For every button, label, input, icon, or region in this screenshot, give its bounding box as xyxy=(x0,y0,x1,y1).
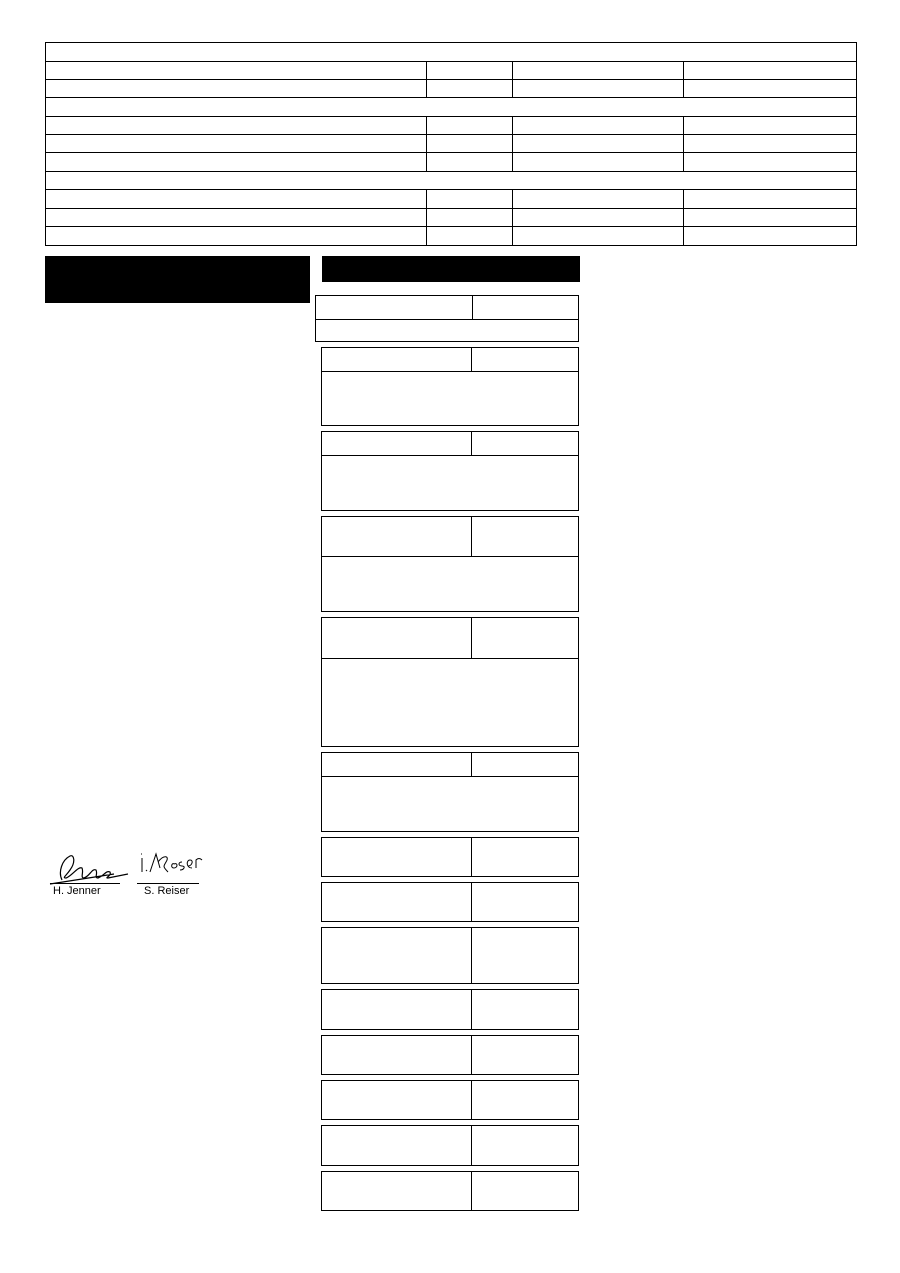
signature-line-reiser xyxy=(137,883,199,884)
table-cell xyxy=(427,209,513,227)
info-box xyxy=(321,516,579,612)
table-cell xyxy=(513,153,684,172)
pair-box-divider xyxy=(471,990,472,1029)
pair-box-divider xyxy=(471,1172,472,1210)
table-row xyxy=(46,62,857,80)
signatory-name-jenner: H. Jenner xyxy=(53,885,101,897)
info-box xyxy=(321,617,579,747)
table-cell xyxy=(684,62,857,80)
section-row xyxy=(46,43,857,62)
table-cell xyxy=(46,135,427,153)
table-cell xyxy=(46,80,427,98)
table-cell xyxy=(684,80,857,98)
info-box xyxy=(321,752,579,832)
top-table xyxy=(45,42,857,246)
pair-box-divider xyxy=(471,928,472,983)
signature-block xyxy=(40,848,215,900)
table-cell xyxy=(427,227,513,246)
table-cell xyxy=(46,117,427,135)
table-cell xyxy=(46,153,427,172)
section-cell xyxy=(46,172,857,190)
table-row xyxy=(46,209,857,227)
pair-box-divider xyxy=(471,883,472,921)
info-box-header xyxy=(322,618,578,659)
pair-box-divider xyxy=(471,1126,472,1165)
table-cell xyxy=(427,117,513,135)
pair-box xyxy=(321,927,579,984)
table-cell xyxy=(513,190,684,209)
table-cell xyxy=(427,190,513,209)
table-row xyxy=(46,135,857,153)
pair-box xyxy=(321,1171,579,1211)
pair-box-divider xyxy=(471,838,472,876)
table-cell xyxy=(513,227,684,246)
middle-section-header xyxy=(322,256,580,282)
handwritten-signature-reiser xyxy=(138,848,204,880)
table-cell xyxy=(427,135,513,153)
pair-box xyxy=(321,882,579,922)
info-box-header xyxy=(322,753,578,777)
table-cell xyxy=(46,62,427,80)
table-cell xyxy=(513,62,684,80)
info-box-header xyxy=(316,296,578,320)
table-row xyxy=(46,80,857,98)
table-row xyxy=(46,190,857,209)
table-cell xyxy=(427,153,513,172)
pair-box xyxy=(321,1125,579,1166)
info-box-divider xyxy=(471,432,472,455)
table-cell xyxy=(46,209,427,227)
section-cell xyxy=(46,43,857,62)
info-box-divider xyxy=(471,618,472,658)
info-box-header xyxy=(322,348,578,372)
table-cell xyxy=(513,209,684,227)
pair-box xyxy=(321,1080,579,1120)
table-cell xyxy=(46,190,427,209)
table-cell xyxy=(684,153,857,172)
info-box-header xyxy=(322,517,578,557)
table-cell xyxy=(427,80,513,98)
table-cell xyxy=(684,209,857,227)
pair-box-divider xyxy=(471,1036,472,1074)
section-row xyxy=(46,172,857,190)
table-cell xyxy=(684,135,857,153)
info-box-divider xyxy=(471,517,472,556)
info-box-divider xyxy=(472,296,473,319)
left-section-header xyxy=(45,256,310,303)
section-cell xyxy=(46,98,857,117)
table-cell xyxy=(684,190,857,209)
info-box xyxy=(315,295,579,342)
table-row xyxy=(46,227,857,246)
pair-box xyxy=(321,1035,579,1075)
signature-line-jenner xyxy=(50,883,120,884)
table-cell xyxy=(513,80,684,98)
table-cell xyxy=(513,135,684,153)
table-cell xyxy=(513,117,684,135)
info-box xyxy=(321,347,579,426)
info-box xyxy=(321,431,579,511)
section-row xyxy=(46,98,857,117)
pair-box xyxy=(321,837,579,877)
table-row xyxy=(46,153,857,172)
table-cell xyxy=(684,227,857,246)
info-box-header xyxy=(322,432,578,456)
pair-box xyxy=(321,989,579,1030)
table-cell xyxy=(684,117,857,135)
table-row xyxy=(46,117,857,135)
table-cell xyxy=(427,62,513,80)
info-box-divider xyxy=(471,348,472,371)
info-box-divider xyxy=(471,753,472,776)
pair-box-divider xyxy=(471,1081,472,1119)
table-cell xyxy=(46,227,427,246)
signatory-name-reiser: S. Reiser xyxy=(144,885,190,897)
